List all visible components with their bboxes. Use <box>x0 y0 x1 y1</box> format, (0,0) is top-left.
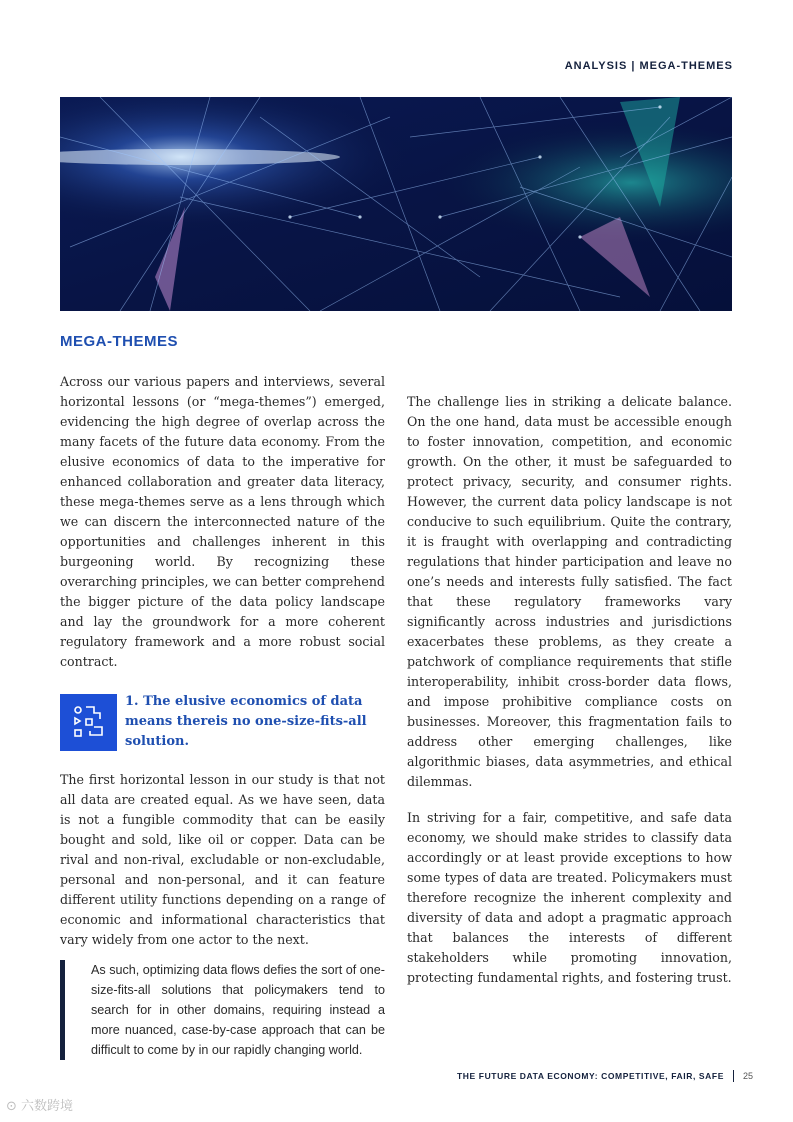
page-footer <box>457 1070 753 1082</box>
theme-title: 1. The elusive economics of data means thereis no one-size-fits-all solution. <box>125 694 367 749</box>
watermark-logo-icon: ⊙ <box>6 1099 17 1114</box>
footer-title: THE FUTURE DATA ECONOMY: COMPETITIVE, FAIR, SAFE <box>457 1071 724 1081</box>
balance-paragraph: The challenge lies in striking a delicate balance. On the one hand, data must be accessible enough to foster innovation, competition, and economic growth. On the other, it must be safeguarded to protect privacy, security, and consumer rights. However, the current data policy landscape is not conducive to such equilibrium. Quite the contrary, it is fraught with overlapping and contradicting regulations that hinder participation and leave no one’s needs and interests fully satisfied. The fact that these regulatory frameworks vary significantly across industries and jurisdictions exacerbates these problems, as they create a patchwork of compliance requirements that stifle interoperability, inhibit cross-border data flows, and impose prohibitive compliance costs on businesses. Moreover, this fragmentation fails to address other emerging challenges, like algorithmic biases, data asymmetries, and ethical dilemmas. <box>407 394 732 789</box>
theme-callout <box>60 692 385 752</box>
watermark <box>6 1095 73 1114</box>
pull-quote <box>60 960 385 1060</box>
section-heading: MEGA-THEMES <box>60 333 178 350</box>
footer-divider <box>733 1070 734 1082</box>
left-column <box>60 372 385 1076</box>
striving-paragraph: In striving for a fair, competitive, and safe data economy, we should make strides to classify data accordingly or at least provide exceptions to how some types of data are treated. Policymakers must therefore recognize the inherent complexity and diversity of data and adopt a pragmatic approach that balances the interests of different stakeholders while promoting innovation, protecting fundamental rights, and fostering trust. <box>407 810 732 985</box>
watermark-text: 六数跨境 <box>21 1099 74 1114</box>
data-flow-icon <box>60 694 117 751</box>
page-number: 25 <box>742 1071 753 1081</box>
running-header: ANALYSIS | MEGA-THEMES <box>564 60 733 72</box>
intro-paragraph: Across our various papers and interviews, several horizontal lessons (or “mega-themes”) emerged, evidencing the high degree of overlap across the many facets of the future data economy. From the elusive economics of data to the imperative for enhanced collaboration and greater data literacy, these mega-themes serve as a lens through which we can discern the interconnected nature of the opportunities and challenges inherent in this burgeoning world. By recognizing these overarching principles, we can better comprehend the bigger picture of the data policy landscape and lay the groundwork for a more coherent regulatory framework and a more robust social contract. <box>60 374 385 669</box>
pull-quote-text: As such, optimizing data flows defies the sort of one-size-fits-all solutions that policymakers tend to search for in other domains, requiring instead a more nuanced, case-by-case approach that can be difficult to come by in our rapidly changing world. <box>91 963 386 1057</box>
right-column <box>407 392 732 1004</box>
lesson-paragraph: The first horizontal lesson in our study is that not all data are created equal. As we have seen, data is not a fungible commodity that can be easily bought and sold, like oil or copper. Data can be rival and non-rival, excludable or non-excludable, personal and non-personal, and it can feature different utility functions depending on a range of economic and informational characteristics that vary widely from one actor to the next. <box>60 772 385 947</box>
network-abstract-image <box>60 97 732 311</box>
